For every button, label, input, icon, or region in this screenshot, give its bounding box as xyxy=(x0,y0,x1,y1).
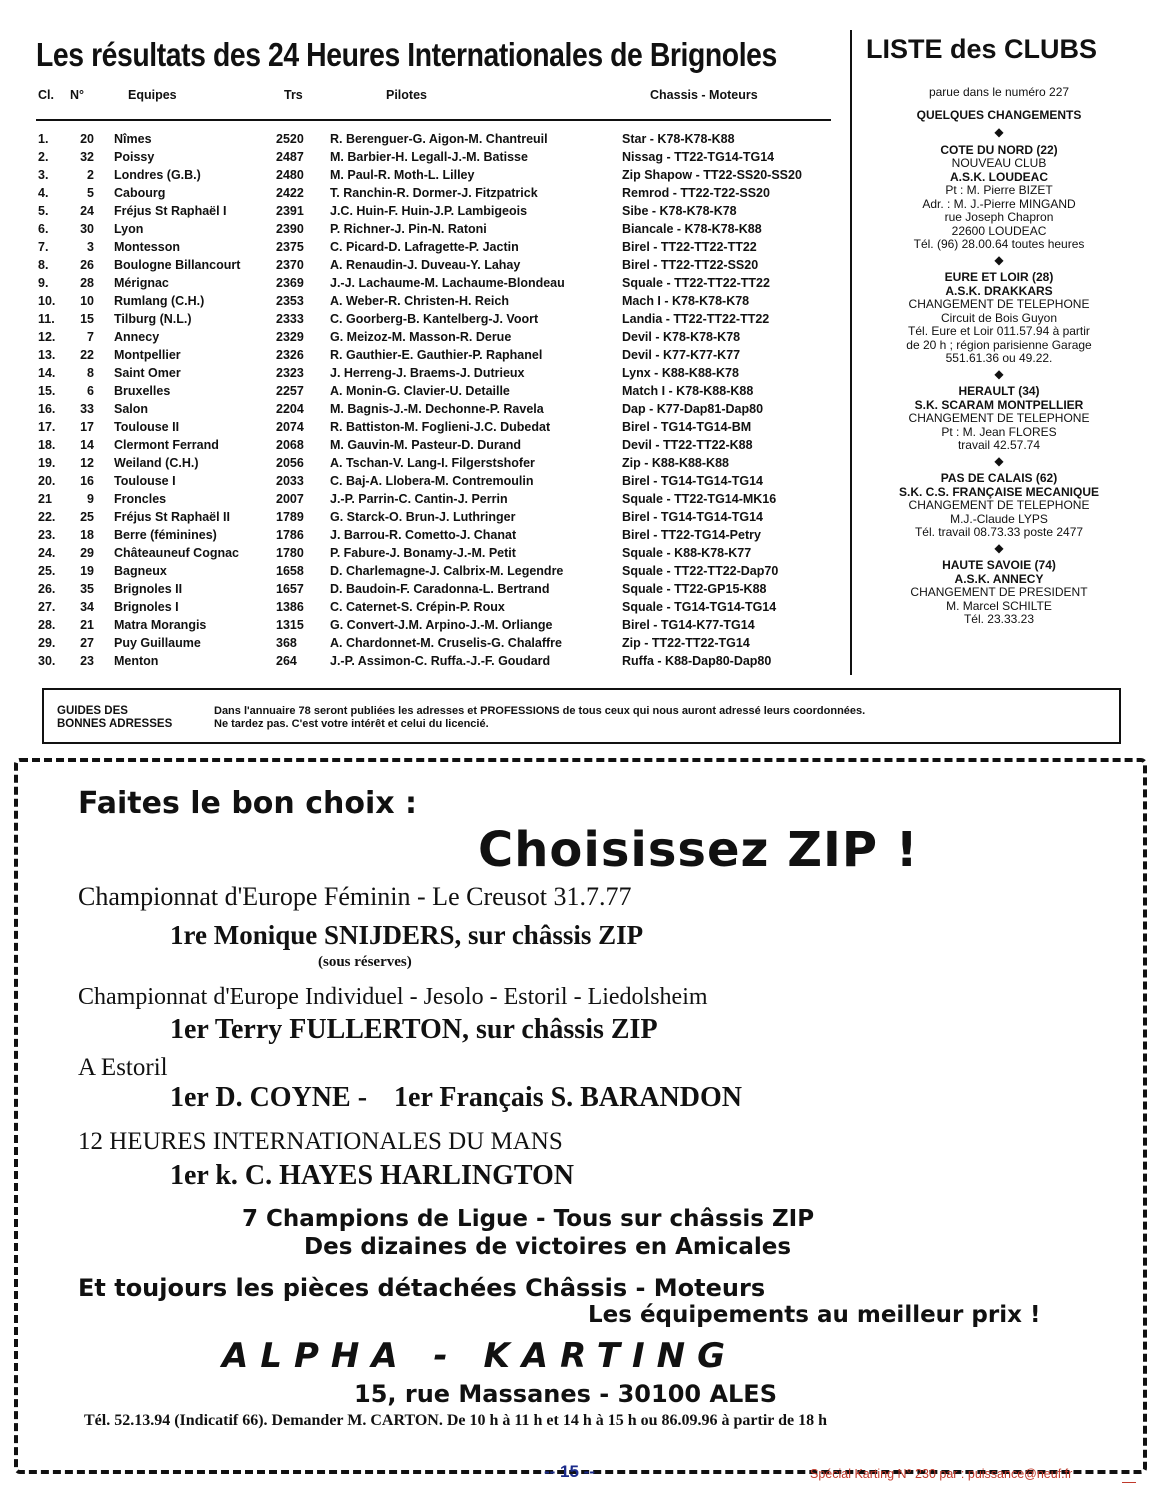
cell-number: 21 xyxy=(80,618,94,632)
cell-chassis: Nissag - TT22-TG14-TG14 xyxy=(622,150,775,164)
cell-rank: 8. xyxy=(38,258,49,272)
cell-rank: 9. xyxy=(38,276,49,290)
cell-team: Menton xyxy=(114,654,159,668)
ad-ordinal-1re: 1re xyxy=(170,920,207,950)
cell-number: 9 xyxy=(87,492,94,506)
cell-number: 5 xyxy=(87,186,94,200)
cell-drivers: C. Caternet-S. Crépin-P. Roux xyxy=(330,600,505,614)
cell-drivers: J.C. Huin-F. Huin-J.P. Lambigeois xyxy=(330,204,528,218)
club-line: Adr. : M. J.-Pierre MINGAND xyxy=(922,196,1076,211)
cell-laps: 2353 xyxy=(276,294,304,308)
cell-rank: 19. xyxy=(38,456,56,470)
club-line: Tél. travail 08.73.33 poste 2477 xyxy=(914,525,1084,539)
cell-number: 28 xyxy=(80,276,94,290)
cell-laps: 1786 xyxy=(276,528,304,542)
cell-laps: 2056 xyxy=(276,456,304,470)
ad-line-hayes xyxy=(170,1160,574,1192)
cell-drivers: C. Baj-A. Llobera-M. Contremoulin xyxy=(330,474,534,488)
header-equipes: Equipes xyxy=(128,88,177,102)
cell-team: Puy Guillaume xyxy=(114,636,201,650)
cell-team: Bruxelles xyxy=(114,384,171,398)
ad-line-pieces: Et toujours les pièces détachées Châssis - Moteurs xyxy=(78,1274,766,1302)
club-line: S.K. C.S. FRANÇAISE MECANIQUE xyxy=(898,484,1099,499)
cell-chassis: Sibe - K78-K78-K78 xyxy=(622,204,737,218)
cell-number: 27 xyxy=(80,636,94,650)
cell-laps: 1780 xyxy=(276,546,304,560)
ad-hayes-text: k. C. HAYES HARLINGTON xyxy=(215,1160,575,1191)
club-line: A.S.K. DRAKKARS xyxy=(945,283,1053,298)
diamond-icon: ◆ xyxy=(994,453,1004,468)
header-cl: Cl. xyxy=(38,88,54,102)
ad-coyne-text: D. COYNE - xyxy=(215,1082,368,1113)
cell-team: Londres (G.B.) xyxy=(114,168,201,182)
club-blocks xyxy=(862,126,1136,627)
ad-ordinal-1er-d: 1er xyxy=(170,1160,209,1191)
ad-barandon-text: Français S. BARANDON xyxy=(439,1082,742,1113)
club-line: 551.61.36 ou 49.22. xyxy=(945,351,1053,365)
cell-laps: 1315 xyxy=(276,618,304,632)
cell-chassis: Squale - TT22-TG14-MK16 xyxy=(622,492,777,506)
cell-laps: 2323 xyxy=(276,366,304,380)
cell-laps: 2204 xyxy=(276,402,304,416)
club-line: M. Marcel SCHILTE xyxy=(946,598,1052,613)
footer-underline xyxy=(1122,1482,1136,1483)
cell-number: 2 xyxy=(87,168,94,182)
cell-chassis: Zip Shapow - TT22-SS20-SS20 xyxy=(622,168,802,182)
cell-drivers: J.-P. Parrin-C. Cantin-J. Perrin xyxy=(330,492,508,506)
club-line: de 20 h ; région parisienne Garage xyxy=(906,337,1092,352)
cell-chassis: Birel - TT22-TG14-Petry xyxy=(622,528,761,542)
cell-chassis: Devil - K77-K77-K77 xyxy=(622,348,741,362)
cell-rank: 17. xyxy=(38,420,56,434)
club-line: CHANGEMENT DE TELEPHONE xyxy=(908,411,1090,425)
cell-laps: 2422 xyxy=(276,186,304,200)
club-line: travail 42.57.74 xyxy=(957,438,1041,452)
cell-team: Nîmes xyxy=(114,132,152,146)
cell-rank: 21 xyxy=(38,492,52,506)
cell-laps: 2480 xyxy=(276,168,304,182)
cell-drivers: M. Gauvin-M. Pasteur-D. Durand xyxy=(330,438,521,452)
cell-team: Clermont Ferrand xyxy=(114,438,219,452)
club-line: CHANGEMENT DE PRESIDENT xyxy=(910,585,1088,599)
cell-number: 34 xyxy=(80,600,94,614)
cell-drivers: R. Berenguer-G. Aigon-M. Chantreuil xyxy=(330,132,548,146)
cell-laps: 2333 xyxy=(276,312,304,326)
club-region: HAUTE SAVOIE (74) xyxy=(942,558,1056,572)
cell-team: Tilburg (N.L.) xyxy=(114,312,192,326)
ad-line-estoril: A Estoril xyxy=(78,1054,168,1081)
cell-number: 6 xyxy=(87,384,94,398)
cell-number: 10 xyxy=(80,294,94,308)
cell-team: Rumlang (C.H.) xyxy=(114,294,205,308)
club-region: COTE DU NORD (22) xyxy=(940,142,1058,157)
cell-laps: 2074 xyxy=(276,420,304,434)
cell-team: Brignoles II xyxy=(114,582,183,596)
club-line: CHANGEMENT DE TELEPHONE xyxy=(908,498,1090,512)
cell-drivers: P. Richner-J. Pin-N. Ratoni xyxy=(330,222,487,236)
cell-drivers: R. Gauthier-E. Gauthier-P. Raphanel xyxy=(330,348,543,362)
guide-text-1: Dans l'annuaire 78 seront publiées les adresses et PROFESSIONS de tous ceux qui nous auront adressé leurs coordonnées. xyxy=(214,705,866,717)
club-region: EURE ET LOIR (28) xyxy=(944,270,1054,284)
ad-line-telephone: Tél. 52.13.94 (Indicatif 66). Demander M. CARTON. De 10 h à 11 h et 14 h à 15 h ou 86.09.96 à partir de 18 h xyxy=(84,1412,828,1429)
cell-rank: 22. xyxy=(38,510,56,524)
cell-laps: 1789 xyxy=(276,510,304,524)
cell-drivers: A. Renaudin-J. Duveau-Y. Lahay xyxy=(330,258,521,272)
cell-laps: 2068 xyxy=(276,438,304,452)
ad-line-fullerton xyxy=(170,1014,658,1046)
cell-chassis: Squale - K88-K78-K77 xyxy=(622,546,752,560)
cell-chassis: Birel - TG14-TG14-TG14 xyxy=(622,474,764,488)
cell-team: Lyon xyxy=(114,222,144,236)
club-line: 22600 LOUDEAC xyxy=(951,223,1047,238)
cell-laps: 2390 xyxy=(276,222,304,236)
cell-laps: 1658 xyxy=(276,564,304,578)
cell-laps: 2329 xyxy=(276,330,304,344)
cell-rank: 18. xyxy=(38,438,56,452)
cell-team: Salon xyxy=(114,402,149,416)
cell-team: Fréjus St Raphaël I xyxy=(114,204,227,218)
cell-chassis: Squale - TG14-TG14-TG14 xyxy=(622,600,777,614)
cell-laps: 2033 xyxy=(276,474,304,488)
cell-team: Toulouse I xyxy=(114,474,176,488)
club-line: Tél. 23.33.23 xyxy=(963,612,1035,626)
ad-line-reserves: (sous réserves) xyxy=(318,954,412,970)
cell-rank: 27. xyxy=(38,600,56,614)
cell-laps: 1657 xyxy=(276,582,304,596)
header-no: N° xyxy=(70,88,85,102)
ad-ordinal-1er-b: 1er xyxy=(170,1082,209,1113)
club-line: S.K. SCARAM MONTPELLIER xyxy=(914,397,1084,412)
cell-drivers: J. Barrou-R. Cometto-J. Chanat xyxy=(330,528,517,542)
diamond-icon: ◆ xyxy=(994,252,1004,267)
cell-drivers: M. Bagnis-J.-M. Dechonne-P. Ravela xyxy=(330,402,544,416)
cell-rank: 28. xyxy=(38,618,56,632)
cell-laps: 2375 xyxy=(276,240,304,254)
ad-ordinal-1er-c: 1er xyxy=(394,1082,433,1113)
cell-rank: 23. xyxy=(38,528,56,542)
cell-rank: 15. xyxy=(38,384,56,398)
clubs-changes: QUELQUES CHANGEMENTS xyxy=(916,108,1082,122)
cell-chassis: Birel - TT22-TT22-TT22 xyxy=(622,240,757,254)
cell-laps: 2370 xyxy=(276,258,304,272)
cell-team: Toulouse II xyxy=(114,420,180,434)
club-region: PAS DE CALAIS (62) xyxy=(940,471,1058,485)
cell-drivers: T. Ranchin-R. Dormer-J. Fitzpatrick xyxy=(330,186,538,200)
cell-team: Boulogne Billancourt xyxy=(114,258,241,272)
cell-number: 22 xyxy=(80,348,94,362)
ad-line-headline: Choisissez ZIP ! xyxy=(478,822,919,878)
guide-box xyxy=(42,688,1121,744)
cell-rank: 14. xyxy=(38,366,56,380)
page-title: Les résultats des 24 Heures Internationales de Brignoles xyxy=(36,36,777,73)
cell-laps: 2520 xyxy=(276,132,304,146)
cell-drivers: M. Barbier-H. Legall-J.-M. Batisse xyxy=(330,150,528,164)
diamond-icon: ◆ xyxy=(994,366,1004,381)
ad-line-equipements: Les équipements au meilleur prix ! xyxy=(588,1302,1041,1328)
cell-drivers: C. Picard-D. Lafragette-P. Jactin xyxy=(330,240,519,254)
cell-rank: 4. xyxy=(38,186,49,200)
cell-team: Montesson xyxy=(114,240,180,254)
results-table xyxy=(0,132,840,672)
footer-credit: Spécial Karting N° 230 par : puissance@neuf.fr xyxy=(810,1467,1073,1481)
cell-laps: 264 xyxy=(276,654,297,668)
cell-chassis: Birel - TT22-TT22-SS20 xyxy=(622,258,759,272)
ad-snijders-text: Monique SNIJDERS, sur châssis ZIP xyxy=(213,920,644,950)
cell-team: Fréjus St Raphaël II xyxy=(114,510,231,524)
cell-chassis: Birel - TG14-TG14-BM xyxy=(622,420,752,434)
cell-team: Matra Morangis xyxy=(114,618,207,632)
cell-rank: 25. xyxy=(38,564,56,578)
guide-text-2: Ne tardez pas. C'est votre intérêt et celui du licencié. xyxy=(214,718,489,730)
cell-number: 19 xyxy=(80,564,94,578)
header-trs: Trs xyxy=(284,88,303,102)
cell-chassis: Match I - K78-K88-K88 xyxy=(622,384,754,398)
cell-chassis: Devil - TT22-TT22-K88 xyxy=(622,438,753,452)
diamond-icon: ◆ xyxy=(994,125,1004,139)
cell-number: 17 xyxy=(80,420,94,434)
ad-line-individuel: Championnat d'Europe Individuel - Jesolo - Estoril - Liedolsheim xyxy=(78,984,708,1010)
cell-rank: 7. xyxy=(38,240,49,254)
cell-team: Brignoles I xyxy=(114,600,179,614)
cell-rank: 5. xyxy=(38,204,49,218)
cell-number: 8 xyxy=(87,366,94,380)
cell-rank: 10. xyxy=(38,294,56,308)
cell-number: 35 xyxy=(80,582,94,596)
cell-chassis: Landia - TT22-TT22-TT22 xyxy=(622,312,770,326)
cell-rank: 12. xyxy=(38,330,56,344)
ad-line-address: 15, rue Massanes - 30100 ALES xyxy=(354,1380,777,1408)
cell-team: Châteauneuf Cognac xyxy=(114,546,240,560)
cell-number: 12 xyxy=(80,456,94,470)
cell-drivers: C. Goorberg-B. Kantelberg-J. Voort xyxy=(330,312,539,326)
cell-drivers: P. Fabure-J. Bonamy-J.-M. Petit xyxy=(330,546,516,560)
cell-rank: 30. xyxy=(38,654,56,668)
cell-number: 26 xyxy=(80,258,94,272)
cell-number: 14 xyxy=(80,438,94,452)
cell-team: Cabourg xyxy=(114,186,166,200)
ad-fullerton-text: Terry FULLERTON, sur châssis ZIP xyxy=(214,1014,658,1045)
ad-line-coyne xyxy=(170,1082,742,1114)
cell-rank: 6. xyxy=(38,222,49,236)
cell-drivers: J. Herreng-J. Braems-J. Dutrieux xyxy=(330,366,525,380)
guide-label-1: GUIDES DES xyxy=(57,705,128,717)
cell-number: 29 xyxy=(80,546,94,560)
cell-laps: 2257 xyxy=(276,384,304,398)
club-line: Pt : M. Pierre BIZET xyxy=(945,183,1053,197)
cell-chassis: Lynx - K88-K88-K78 xyxy=(622,366,739,380)
club-line: A.S.K. ANNECY xyxy=(954,571,1044,586)
cell-laps: 2391 xyxy=(276,204,304,218)
cell-drivers: A. Monin-G. Clavier-U. Detaille xyxy=(330,384,510,398)
cell-number: 30 xyxy=(80,222,94,236)
cell-number: 20 xyxy=(80,132,94,146)
cell-number: 3 xyxy=(87,240,94,254)
diamond-icon: ◆ xyxy=(994,540,1004,555)
cell-chassis: Star - K78-K78-K88 xyxy=(622,132,735,146)
clubs-subtitle: parue dans le numéro 227 xyxy=(928,85,1070,99)
cell-rank: 2. xyxy=(38,150,49,164)
cell-team: Weiland (C.H.) xyxy=(114,456,199,470)
club-line: Tél. Eure et Loir 011.57.94 à partir xyxy=(908,324,1090,338)
cell-drivers: A. Tschan-V. Lang-I. Filgerstshofer xyxy=(330,456,535,470)
header-rule xyxy=(36,119,831,121)
cell-rank: 13. xyxy=(38,348,56,362)
cell-drivers: G. Meizoz-M. Masson-R. Derue xyxy=(330,330,512,344)
cell-team: Bagneux xyxy=(114,564,167,578)
club-line: A.S.K. LOUDEAC xyxy=(949,169,1048,184)
cell-laps: 2369 xyxy=(276,276,304,290)
guide-label-2: BONNES ADRESSES xyxy=(57,718,173,730)
cell-laps: 2326 xyxy=(276,348,304,362)
cell-team: Mérignac xyxy=(114,276,169,290)
ad-line-champions: 7 Champions de Ligue - Tous sur châssis ZIP xyxy=(242,1206,815,1232)
cell-team: Froncles xyxy=(114,492,167,506)
cell-number: 24 xyxy=(80,204,94,218)
cell-laps: 2007 xyxy=(276,492,304,506)
cell-drivers: J.-J. Lachaume-M. Lachaume-Blondeau xyxy=(330,276,565,290)
cell-drivers: A. Weber-R. Christen-H. Reich xyxy=(330,294,509,308)
club-region: HERAULT (34) xyxy=(958,384,1040,398)
cell-drivers: G. Starck-O. Brun-J. Luthringer xyxy=(330,510,516,524)
cell-rank: 20. xyxy=(38,474,56,488)
ad-line-snijders xyxy=(170,920,643,951)
header-pilotes: Pilotes xyxy=(386,88,427,102)
ad-line-dizaines: Des dizaines de victoires en Amicales xyxy=(304,1234,792,1260)
ad-line-mans: 12 HEURES INTERNATIONALES DU MANS xyxy=(78,1128,563,1155)
page-number: -- 15 -- xyxy=(544,1462,595,1481)
cell-number: 16 xyxy=(80,474,94,488)
cell-rank: 11. xyxy=(38,312,55,326)
cell-chassis: Zip - TT22-TT22-TG14 xyxy=(622,636,750,650)
cell-number: 7 xyxy=(87,330,94,344)
cell-laps: 368 xyxy=(276,636,297,650)
cell-chassis: Dap - K77-Dap81-Dap80 xyxy=(622,402,764,416)
cell-drivers: M. Paul-R. Moth-L. Lilley xyxy=(330,168,475,182)
club-line: CHANGEMENT DE TELEPHONE xyxy=(908,297,1090,311)
ad-line-feminin: Championnat d'Europe Féminin - Le Creusot 31.7.77 xyxy=(78,882,632,911)
ad-line-choice: Faites le bon choix : xyxy=(78,786,418,821)
club-line: Circuit de Bois Guyon xyxy=(940,310,1058,325)
cell-drivers: D. Baudoin-F. Caradonna-L. Bertrand xyxy=(330,582,550,596)
cell-number: 15 xyxy=(80,312,94,326)
clubs-title: LISTE des CLUBS xyxy=(866,34,1098,64)
cell-chassis: Devil - K78-K78-K78 xyxy=(622,330,741,344)
ad-ordinal-1er-a: 1er xyxy=(170,1014,209,1045)
cell-number: 18 xyxy=(80,528,94,542)
ad-brand-logo: ALPHA - KARTING xyxy=(222,1336,737,1376)
cell-number: 25 xyxy=(80,510,94,524)
cell-drivers: G. Convert-J.M. Arpino-J.-M. Orliange xyxy=(330,618,553,632)
cell-team: Poissy xyxy=(114,150,155,164)
cell-drivers: J.-P. Assimon-C. Ruffa.-J.-F. Goudard xyxy=(330,654,551,668)
cell-chassis: Zip - K88-K88-K88 xyxy=(622,456,729,470)
column-divider xyxy=(850,30,852,675)
cell-rank: 24. xyxy=(38,546,56,560)
cell-number: 32 xyxy=(80,150,94,164)
cell-rank: 16. xyxy=(38,402,56,416)
club-line: Tél. (96) 28.00.64 toutes heures xyxy=(913,237,1085,251)
cell-chassis: Remrod - TT22-T22-SS20 xyxy=(622,186,770,200)
cell-laps: 2487 xyxy=(276,150,304,164)
cell-chassis: Birel - TG14-TG14-TG14 xyxy=(622,510,764,524)
header-chassis: Chassis - Moteurs xyxy=(650,88,758,102)
cell-team: Annecy xyxy=(114,330,160,344)
cell-number: 23 xyxy=(80,654,94,668)
club-line: M.J.-Claude LYPS xyxy=(950,511,1048,526)
cell-chassis: Birel - TG14-K77-TG14 xyxy=(622,618,755,632)
cell-team: Montpellier xyxy=(114,348,181,362)
cell-number: 33 xyxy=(80,402,94,416)
cell-team: Saint Omer xyxy=(114,366,181,380)
cell-rank: 26. xyxy=(38,582,56,596)
cell-drivers: R. Battiston-M. Foglieni-J.C. Dubedat xyxy=(330,420,551,434)
cell-drivers: D. Charlemagne-J. Calbrix-M. Legendre xyxy=(330,564,564,578)
club-line: Pt : M. Jean FLORES xyxy=(941,424,1057,439)
cell-drivers: A. Chardonnet-M. Cruselis-G. Chalaffre xyxy=(330,636,562,650)
cell-team: Berre (féminines) xyxy=(114,528,217,542)
cell-chassis: Squale - TT22-TT22-Dap70 xyxy=(622,564,779,578)
club-line: NOUVEAU CLUB xyxy=(951,156,1047,170)
cell-chassis: Mach I - K78-K78-K78 xyxy=(622,294,750,308)
cell-chassis: Squale - TT22-GP15-K88 xyxy=(622,582,767,596)
club-line: rue Joseph Chapron xyxy=(944,210,1054,224)
cell-rank: 29. xyxy=(38,636,56,650)
cell-rank: 3. xyxy=(38,168,49,182)
cell-laps: 1386 xyxy=(276,600,304,614)
cell-chassis: Squale - TT22-TT22-TT22 xyxy=(622,276,770,290)
cell-chassis: Ruffa - K88-Dap80-Dap80 xyxy=(622,654,772,668)
cell-chassis: Biancale - K78-K78-K88 xyxy=(622,222,762,236)
cell-rank: 1. xyxy=(38,132,49,146)
